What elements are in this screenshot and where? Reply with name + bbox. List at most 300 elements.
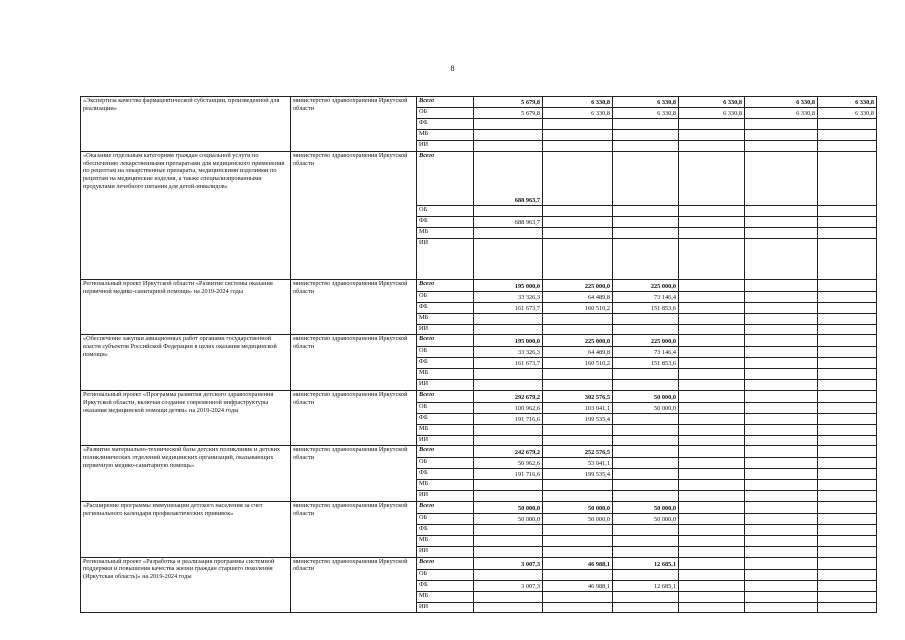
funding-source-label: ИИ xyxy=(417,324,474,335)
funding-source-label: МБ xyxy=(417,130,474,141)
table-row xyxy=(81,390,877,402)
amount-cell: 302 576,5 xyxy=(543,390,613,402)
amount-cell: 73 146,4 xyxy=(613,291,679,302)
amount-cell xyxy=(745,216,818,227)
funding-source-label: ОБ xyxy=(417,291,474,302)
amount-cell xyxy=(613,216,679,227)
amount-cell xyxy=(613,119,679,130)
amount-cell xyxy=(745,602,818,613)
amount-cell: 195 000,0 xyxy=(474,335,543,347)
amount-cell: 6 330,8 xyxy=(679,108,745,119)
funding-source-label: ОБ xyxy=(417,569,474,580)
amount-cell xyxy=(745,324,818,335)
amount-cell xyxy=(679,458,745,469)
amount-cell xyxy=(745,347,818,358)
amount-cell: 225 000,0 xyxy=(613,279,679,291)
amount-cell xyxy=(679,227,745,238)
program-description: «Расширение программы иммунизации детского населения за счет регионального календаря профилактических прививок» xyxy=(81,501,291,557)
amount-cell: 50 000,0 xyxy=(543,513,613,524)
amount-cell xyxy=(745,546,818,557)
funding-source-label: МБ xyxy=(417,227,474,238)
amount-cell: 12 685,1 xyxy=(613,557,679,569)
amount-cell xyxy=(679,390,745,402)
amount-cell xyxy=(745,535,818,546)
amount-cell xyxy=(613,569,679,580)
amount-cell xyxy=(818,557,877,569)
amount-cell xyxy=(613,380,679,391)
amount-cell xyxy=(474,369,543,380)
amount-cell xyxy=(679,291,745,302)
funding-source-label: Всего xyxy=(417,557,474,569)
responsible-organization: министерство здравоохранения Иркутской области xyxy=(291,390,417,446)
amount-cell xyxy=(818,119,877,130)
funding-source-label: ОБ xyxy=(417,402,474,413)
amount-cell xyxy=(745,390,818,402)
funding-source-label: ФБ xyxy=(417,119,474,130)
amount-cell xyxy=(745,424,818,435)
amount-cell xyxy=(679,358,745,369)
amount-cell xyxy=(613,413,679,424)
amount-cell xyxy=(745,291,818,302)
amount-cell xyxy=(543,435,613,446)
amount-cell xyxy=(543,141,613,152)
amount-cell: 161 673,7 xyxy=(474,302,543,313)
amount-cell xyxy=(818,602,877,613)
responsible-organization: министерство здравоохранения Иркутской области xyxy=(291,151,417,279)
amount-cell: 195 000,0 xyxy=(474,279,543,291)
amount-cell xyxy=(679,480,745,491)
amount-cell: 191 716,6 xyxy=(474,413,543,424)
budget-table-body xyxy=(81,97,877,613)
amount-cell xyxy=(745,141,818,152)
funding-source-label: ФБ xyxy=(417,302,474,313)
funding-source-label: Всего xyxy=(417,279,474,291)
program-description: «Оказание отдельным категориям граждан социальной услуги по обеспечению лекарственными препаратами для медицинского применения по рецептам на лекарственные препараты, медицинскими изделиями по рецептам на медицинские изделия, а также специализированными продуктами лечебного питания для детей-инвалидов» xyxy=(81,151,291,279)
amount-cell: 3 007,3 xyxy=(474,580,543,591)
amount-cell xyxy=(474,130,543,141)
responsible-organization: министерство здравоохранения Иркутской области xyxy=(291,97,417,152)
amount-cell xyxy=(818,313,877,324)
amount-cell xyxy=(679,216,745,227)
program-description: «Развитие материально-технической базы детских поликлиник и детских поликлинических отделений медицинских организаций, оказывающих первичную медико-санитарную помощь» xyxy=(81,446,291,502)
amount-cell: 100 962,6 xyxy=(474,402,543,413)
amount-cell: 6 330,8 xyxy=(818,108,877,119)
amount-cell xyxy=(679,602,745,613)
amount-cell xyxy=(474,141,543,152)
funding-source-label: ФБ xyxy=(417,469,474,480)
amount-cell xyxy=(745,279,818,291)
amount-cell xyxy=(818,390,877,402)
amount-cell xyxy=(818,480,877,491)
amount-cell xyxy=(745,446,818,458)
amount-cell: 103 041,1 xyxy=(543,402,613,413)
amount-cell xyxy=(745,358,818,369)
amount-cell xyxy=(745,435,818,446)
amount-cell xyxy=(543,491,613,502)
amount-cell xyxy=(543,569,613,580)
amount-cell xyxy=(543,480,613,491)
amount-cell: 50 000,0 xyxy=(474,501,543,513)
amount-cell xyxy=(543,205,613,216)
table-row xyxy=(81,557,877,569)
amount-cell xyxy=(613,458,679,469)
amount-cell: 50 962,6 xyxy=(474,458,543,469)
amount-cell xyxy=(745,569,818,580)
amount-cell: 53 041,1 xyxy=(543,458,613,469)
amount-cell xyxy=(679,130,745,141)
amount-cell: 50 000,0 xyxy=(543,501,613,513)
amount-cell xyxy=(543,591,613,602)
amount-cell xyxy=(474,569,543,580)
amount-cell xyxy=(818,324,877,335)
amount-cell xyxy=(613,130,679,141)
amount-cell: 199 535,4 xyxy=(543,469,613,480)
responsible-organization: министерство здравоохранения Иркутской области xyxy=(291,279,417,335)
funding-source-label: ИИ xyxy=(417,380,474,391)
table-row xyxy=(81,501,877,513)
funding-source-label: ИИ xyxy=(417,546,474,557)
amount-cell xyxy=(745,402,818,413)
amount-cell xyxy=(679,369,745,380)
amount-cell xyxy=(818,580,877,591)
amount-cell xyxy=(543,238,613,279)
amount-cell: 225 000,0 xyxy=(543,335,613,347)
amount-cell xyxy=(679,302,745,313)
amount-cell: 6 330,8 xyxy=(679,97,745,108)
amount-cell xyxy=(745,380,818,391)
amount-cell xyxy=(679,501,745,513)
amount-cell: 6 330,8 xyxy=(745,97,818,108)
amount-cell xyxy=(818,151,877,205)
amount-cell: 688 963,7 xyxy=(474,151,543,205)
amount-cell xyxy=(543,324,613,335)
responsible-organization: министерство здравоохранения Иркутской области xyxy=(291,335,417,391)
amount-cell xyxy=(474,546,543,557)
amount-cell xyxy=(543,313,613,324)
amount-cell xyxy=(818,216,877,227)
amount-cell: 50 000,0 xyxy=(613,390,679,402)
amount-cell: 33 326,3 xyxy=(474,291,543,302)
funding-source-label: ИИ xyxy=(417,602,474,613)
amount-cell xyxy=(745,557,818,569)
amount-cell: 46 988,1 xyxy=(543,580,613,591)
funding-source-label: МБ xyxy=(417,480,474,491)
funding-source-label: ФБ xyxy=(417,358,474,369)
responsible-organization: министерство здравоохранения Иркутской области xyxy=(291,446,417,502)
amount-cell xyxy=(818,279,877,291)
funding-source-label: ОБ xyxy=(417,347,474,358)
funding-source-label: МБ xyxy=(417,535,474,546)
amount-cell xyxy=(679,524,745,535)
amount-cell: 64 489,8 xyxy=(543,291,613,302)
program-description: Региональный проект «Программа развития детского здравоохранения Иркутской области, включая создание современной инфраструктуры оказания медицинской помощи детям» на 2019-2024 годы xyxy=(81,390,291,446)
amount-cell xyxy=(613,480,679,491)
amount-cell: 199 535,4 xyxy=(543,413,613,424)
amount-cell: 50 000,0 xyxy=(613,513,679,524)
amount-cell xyxy=(745,227,818,238)
funding-source-label: ОБ xyxy=(417,108,474,119)
amount-cell xyxy=(679,335,745,347)
amount-cell xyxy=(745,458,818,469)
amount-cell xyxy=(679,546,745,557)
amount-cell xyxy=(613,602,679,613)
funding-source-label: Всего xyxy=(417,390,474,402)
amount-cell xyxy=(613,151,679,205)
table-row xyxy=(81,446,877,458)
amount-cell xyxy=(818,335,877,347)
amount-cell xyxy=(613,424,679,435)
amount-cell xyxy=(679,347,745,358)
amount-cell xyxy=(818,513,877,524)
amount-cell: 151 853,6 xyxy=(613,358,679,369)
amount-cell xyxy=(745,591,818,602)
amount-cell xyxy=(543,380,613,391)
amount-cell xyxy=(818,435,877,446)
amount-cell xyxy=(543,369,613,380)
amount-cell xyxy=(613,535,679,546)
funding-source-label: МБ xyxy=(417,369,474,380)
table-row xyxy=(81,279,877,291)
amount-cell xyxy=(745,580,818,591)
amount-cell xyxy=(613,141,679,152)
amount-cell xyxy=(679,513,745,524)
amount-cell xyxy=(745,151,818,205)
amount-cell xyxy=(679,591,745,602)
amount-cell xyxy=(818,238,877,279)
funding-source-label: Всего xyxy=(417,151,474,205)
amount-cell xyxy=(818,302,877,313)
amount-cell xyxy=(679,435,745,446)
amount-cell xyxy=(474,591,543,602)
amount-cell xyxy=(679,238,745,279)
amount-cell: 3 007,3 xyxy=(474,557,543,569)
program-description: Региональный проект Иркутской области «Развитие системы оказания первичной медико-санитарной помощи» на 2019-2024 годы xyxy=(81,279,291,335)
amount-cell xyxy=(613,227,679,238)
amount-cell xyxy=(679,380,745,391)
amount-cell xyxy=(679,557,745,569)
funding-source-label: ИИ xyxy=(417,491,474,502)
amount-cell xyxy=(474,227,543,238)
amount-cell xyxy=(474,491,543,502)
amount-cell xyxy=(679,535,745,546)
amount-cell xyxy=(543,227,613,238)
amount-cell xyxy=(745,480,818,491)
amount-cell: 12 685,1 xyxy=(613,580,679,591)
amount-cell xyxy=(818,347,877,358)
amount-cell xyxy=(679,279,745,291)
funding-source-label: Всего xyxy=(417,335,474,347)
funding-source-label: Всего xyxy=(417,446,474,458)
amount-cell: 73 146,4 xyxy=(613,347,679,358)
funding-source-label: ФБ xyxy=(417,216,474,227)
amount-cell: 50 000,0 xyxy=(613,501,679,513)
amount-cell xyxy=(543,424,613,435)
amount-cell: 50 000,0 xyxy=(613,402,679,413)
amount-cell xyxy=(818,291,877,302)
amount-cell: 242 679,2 xyxy=(474,446,543,458)
amount-cell xyxy=(613,491,679,502)
amount-cell xyxy=(818,524,877,535)
amount-cell xyxy=(818,458,877,469)
amount-cell xyxy=(745,501,818,513)
amount-cell xyxy=(543,130,613,141)
amount-cell xyxy=(818,227,877,238)
amount-cell xyxy=(474,535,543,546)
funding-source-label: ОБ xyxy=(417,205,474,216)
amount-cell xyxy=(818,130,877,141)
amount-cell xyxy=(818,569,877,580)
funding-source-label: Всего xyxy=(417,501,474,513)
funding-source-label: ИИ xyxy=(417,141,474,152)
amount-cell xyxy=(543,535,613,546)
amount-cell: 292 679,2 xyxy=(474,390,543,402)
amount-cell: 225 000,0 xyxy=(543,279,613,291)
amount-cell xyxy=(745,130,818,141)
table-row xyxy=(81,151,877,205)
amount-cell: 6 330,8 xyxy=(613,97,679,108)
amount-cell xyxy=(818,369,877,380)
amount-cell xyxy=(474,380,543,391)
amount-cell: 151 853,6 xyxy=(613,302,679,313)
amount-cell xyxy=(613,546,679,557)
amount-cell xyxy=(474,324,543,335)
amount-cell xyxy=(679,205,745,216)
amount-cell: 6 330,8 xyxy=(613,108,679,119)
amount-cell xyxy=(613,469,679,480)
amount-cell xyxy=(543,546,613,557)
amount-cell xyxy=(474,238,543,279)
amount-cell xyxy=(818,424,877,435)
budget-table xyxy=(80,96,877,613)
amount-cell xyxy=(543,151,613,205)
amount-cell: 252 576,5 xyxy=(543,446,613,458)
amount-cell xyxy=(745,524,818,535)
amount-cell xyxy=(745,205,818,216)
amount-cell xyxy=(474,602,543,613)
amount-cell xyxy=(613,205,679,216)
amount-cell xyxy=(745,302,818,313)
funding-source-label: ОБ xyxy=(417,458,474,469)
table-row xyxy=(81,97,877,108)
table-row xyxy=(81,335,877,347)
funding-source-label: ФБ xyxy=(417,413,474,424)
amount-cell xyxy=(613,446,679,458)
program-description: «Экспертиза качества фармацевтической субстанции, произведенной для реализации» xyxy=(81,97,291,152)
amount-cell xyxy=(679,324,745,335)
funding-source-label: МБ xyxy=(417,424,474,435)
amount-cell xyxy=(679,580,745,591)
amount-cell xyxy=(474,424,543,435)
amount-cell xyxy=(679,413,745,424)
amount-cell xyxy=(613,591,679,602)
amount-cell: 64 489,8 xyxy=(543,347,613,358)
amount-cell xyxy=(818,546,877,557)
amount-cell xyxy=(474,313,543,324)
amount-cell xyxy=(679,424,745,435)
amount-cell xyxy=(679,469,745,480)
amount-cell xyxy=(679,151,745,205)
amount-cell xyxy=(818,141,877,152)
responsible-organization: министерство здравоохранения Иркутской области xyxy=(291,501,417,557)
amount-cell xyxy=(818,402,877,413)
funding-source-label: ФБ xyxy=(417,524,474,535)
amount-cell: 46 988,1 xyxy=(543,557,613,569)
funding-source-label: ИИ xyxy=(417,435,474,446)
amount-cell xyxy=(474,524,543,535)
program-description: «Обеспечение закупки авиационных работ органами государственной власти субъектов Российской Федерации в целях оказания медицинской помощи» xyxy=(81,335,291,391)
funding-source-label: ИИ xyxy=(417,238,474,279)
amount-cell: 5 679,8 xyxy=(474,97,543,108)
amount-cell xyxy=(474,205,543,216)
amount-cell xyxy=(474,435,543,446)
amount-cell xyxy=(745,335,818,347)
amount-cell xyxy=(543,602,613,613)
amount-cell xyxy=(745,119,818,130)
amount-cell: 191 716,6 xyxy=(474,469,543,480)
amount-cell xyxy=(745,491,818,502)
program-description: Региональный проект «Разработка и реализация программы системной поддержки и повышения качества жизни граждан старшего поколения (Иркутская область)» на 2019-2024 годы xyxy=(81,557,291,613)
amount-cell xyxy=(613,313,679,324)
amount-cell xyxy=(613,324,679,335)
amount-cell xyxy=(679,119,745,130)
amount-cell xyxy=(818,446,877,458)
amount-cell xyxy=(679,313,745,324)
amount-cell: 33 326,3 xyxy=(474,347,543,358)
amount-cell xyxy=(745,513,818,524)
amount-cell xyxy=(613,369,679,380)
amount-cell xyxy=(745,469,818,480)
amount-cell xyxy=(543,524,613,535)
amount-cell: 225 000,0 xyxy=(613,335,679,347)
amount-cell xyxy=(679,141,745,152)
amount-cell: 6 330,8 xyxy=(745,108,818,119)
amount-cell xyxy=(613,524,679,535)
amount-cell xyxy=(679,491,745,502)
funding-source-label: Всего xyxy=(417,97,474,108)
amount-cell: 688 963,7 xyxy=(474,216,543,227)
amount-cell xyxy=(818,535,877,546)
funding-source-label: ОБ xyxy=(417,513,474,524)
amount-cell: 5 679,8 xyxy=(474,108,543,119)
amount-cell xyxy=(745,369,818,380)
amount-cell: 161 673,7 xyxy=(474,358,543,369)
amount-cell xyxy=(543,119,613,130)
amount-cell xyxy=(745,238,818,279)
amount-cell xyxy=(474,119,543,130)
amount-cell xyxy=(818,591,877,602)
responsible-organization: министерство здравоохранения Иркутской области xyxy=(291,557,417,613)
amount-cell xyxy=(679,402,745,413)
amount-cell xyxy=(613,435,679,446)
amount-cell: 6 330,8 xyxy=(818,97,877,108)
amount-cell xyxy=(818,380,877,391)
amount-cell: 160 510,2 xyxy=(543,358,613,369)
amount-cell: 6 330,8 xyxy=(543,108,613,119)
amount-cell: 160 510,2 xyxy=(543,302,613,313)
amount-cell xyxy=(818,501,877,513)
amount-cell xyxy=(745,313,818,324)
amount-cell xyxy=(818,358,877,369)
amount-cell xyxy=(818,491,877,502)
amount-cell: 50 000,0 xyxy=(474,513,543,524)
amount-cell xyxy=(543,216,613,227)
page-number: 8 xyxy=(450,64,455,73)
amount-cell xyxy=(679,569,745,580)
amount-cell: 6 330,8 xyxy=(543,97,613,108)
amount-cell xyxy=(745,413,818,424)
amount-cell xyxy=(613,238,679,279)
amount-cell xyxy=(679,446,745,458)
